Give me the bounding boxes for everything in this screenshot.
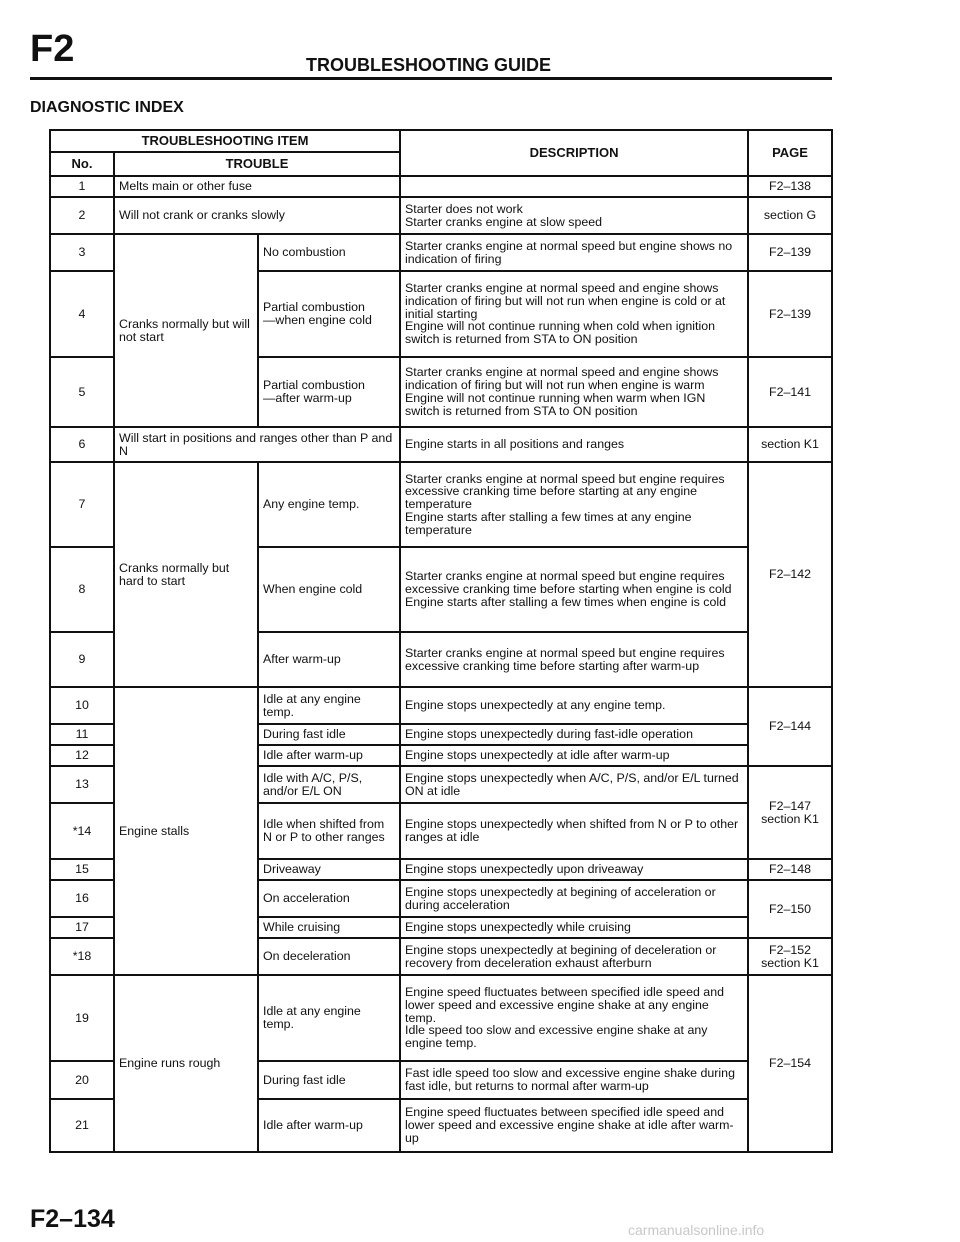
row-page: F2–147 section K1 [748,766,832,859]
row-no: 16 [50,880,114,917]
row-no: 17 [50,917,114,938]
row-no: 5 [50,357,114,427]
group-engine-stalls: Engine stalls [114,687,258,975]
row-description: Fast idle speed too slow and excessive engine shake during fast idle, but returns to normal after warm-up [400,1061,748,1099]
row-trouble: After warm-up [258,632,400,687]
row-no: *18 [50,938,114,975]
row-trouble: While cruising [258,917,400,938]
row-no: 12 [50,745,114,766]
row-trouble: Idle after warm-up [258,745,400,766]
row-trouble: Melts main or other fuse [114,176,400,197]
section-code: F2 [30,28,75,70]
row-trouble: Driveaway [258,859,400,880]
group-no-start: Cranks normally but will not start [114,234,258,427]
row-trouble: Idle at any engine temp. [258,975,400,1061]
row-no: 6 [50,427,114,462]
row-page: F2–152 section K1 [748,938,832,975]
table-row [50,176,832,197]
row-trouble: Any engine temp. [258,462,400,547]
row-page: F2–139 [748,271,832,357]
table-header-row [50,130,832,152]
row-description: Engine stops unexpectedly at idle after warm-up [400,745,748,766]
table-row [50,427,832,462]
group-hard-start: Cranks normally but hard to start [114,462,258,687]
row-description: Starter cranks engine at normal speed and engine shows indication of firing but will not run when engine is cold or at initial starting Engine will not continue running when cold when ignition switch is returned from STA to ON position [400,271,748,357]
table-row [50,975,832,1061]
row-no: 4 [50,271,114,357]
row-description: Starter cranks engine at normal speed but engine requires excessive cranking time before starting when engine is cold Engine starts after stalling a few times when engine is cold [400,547,748,632]
row-no: 3 [50,234,114,271]
row-no: 11 [50,724,114,745]
row-trouble: Idle with A/C, P/S, and/or E/L ON [258,766,400,803]
watermark: carmanualsonline.info [628,1222,765,1238]
row-trouble: Idle after warm-up [258,1099,400,1152]
row-no: 10 [50,687,114,724]
row-trouble: No combustion [258,234,400,271]
row-description [400,176,748,197]
row-trouble: Idle when shifted from N or P to other ranges [258,803,400,859]
row-page: section K1 [748,427,832,462]
row-trouble: Will start in positions and ranges other than P and N [114,427,400,462]
row-description: Engine starts in all positions and ranges [400,427,748,462]
header-rule [30,77,832,80]
row-description: Engine stops unexpectedly at begining of deceleration or recovery from deceleration exhaust afterburn [400,938,748,975]
row-no: 8 [50,547,114,632]
table-row [50,462,832,547]
table-row [50,687,832,724]
table-row [50,234,832,271]
header-description: DESCRIPTION [400,130,748,176]
row-description: Starter does not work Starter cranks engine at slow speed [400,197,748,234]
row-trouble: On deceleration [258,938,400,975]
header-page: PAGE [748,130,832,176]
row-description: Starter cranks engine at normal speed but engine shows no indication of firing [400,234,748,271]
row-description: Engine stops unexpectedly upon driveaway [400,859,748,880]
row-trouble: During fast idle [258,1061,400,1099]
row-page: F2–139 [748,234,832,271]
row-no: 9 [50,632,114,687]
row-no: 20 [50,1061,114,1099]
header-troubleshooting-item: TROUBLESHOOTING ITEM [50,130,400,152]
row-description: Engine stops unexpectedly while cruising [400,917,748,938]
row-no: 1 [50,176,114,197]
row-description: Engine stops unexpectedly when A/C, P/S, and/or E/L turned ON at idle [400,766,748,803]
header-no: No. [50,152,114,176]
row-page: F2–141 [748,357,832,427]
row-description: Engine stops unexpectedly when shifted from N or P to other ranges at idle [400,803,748,859]
row-no: *14 [50,803,114,859]
subtitle: DIAGNOSTIC INDEX [30,99,184,116]
row-description: Engine stops unexpectedly at begining of acceleration or during acceleration [400,880,748,917]
row-trouble: When engine cold [258,547,400,632]
row-description: Engine speed fluctuates between specified idle speed and lower speed and excessive engine shake at any engine temp. Idle speed too slow and excessive engine shake at any engine temp. [400,975,748,1061]
row-page: F2–144 [748,687,832,766]
row-page: F2–154 [748,975,832,1152]
page-number: F2–134 [30,1205,115,1233]
row-no: 15 [50,859,114,880]
header-trouble: TROUBLE [114,152,400,176]
row-page: F2–148 [748,859,832,880]
row-page: F2–138 [748,176,832,197]
row-no: 19 [50,975,114,1061]
row-page: F2–142 [748,462,832,687]
row-no: 13 [50,766,114,803]
table-row [50,197,832,234]
row-description: Engine speed fluctuates between specified idle speed and lower speed and excessive engine shake at idle after warm-up [400,1099,748,1152]
row-description: Starter cranks engine at normal speed but engine requires excessive cranking time before starting after warm-up [400,632,748,687]
diagnostic-index-table [49,129,833,1153]
row-trouble: On acceleration [258,880,400,917]
row-description: Starter cranks engine at normal speed but engine requires excessive cranking time before starting at any engine temperature Engine starts after stalling a few times at any engine temperature [400,462,748,547]
row-description: Engine stops unexpectedly at any engine temp. [400,687,748,724]
row-trouble: Partial combustion —after warm-up [258,357,400,427]
row-trouble: Idle at any engine temp. [258,687,400,724]
row-trouble: Will not crank or cranks slowly [114,197,400,234]
row-trouble: Partial combustion —when engine cold [258,271,400,357]
row-trouble: During fast idle [258,724,400,745]
row-description: Engine stops unexpectedly during fast-idle operation [400,724,748,745]
row-description: Starter cranks engine at normal speed and engine shows indication of firing but will not run when engine is warm Engine will not continue running when warm when IGN switch is returned from STA to ON position [400,357,748,427]
row-no: 2 [50,197,114,234]
row-no: 7 [50,462,114,547]
group-engine-runs-rough: Engine runs rough [114,975,258,1152]
row-no: 21 [50,1099,114,1152]
row-page: section G [748,197,832,234]
page-title: TROUBLESHOOTING GUIDE [306,55,552,75]
row-page: F2–150 [748,880,832,938]
